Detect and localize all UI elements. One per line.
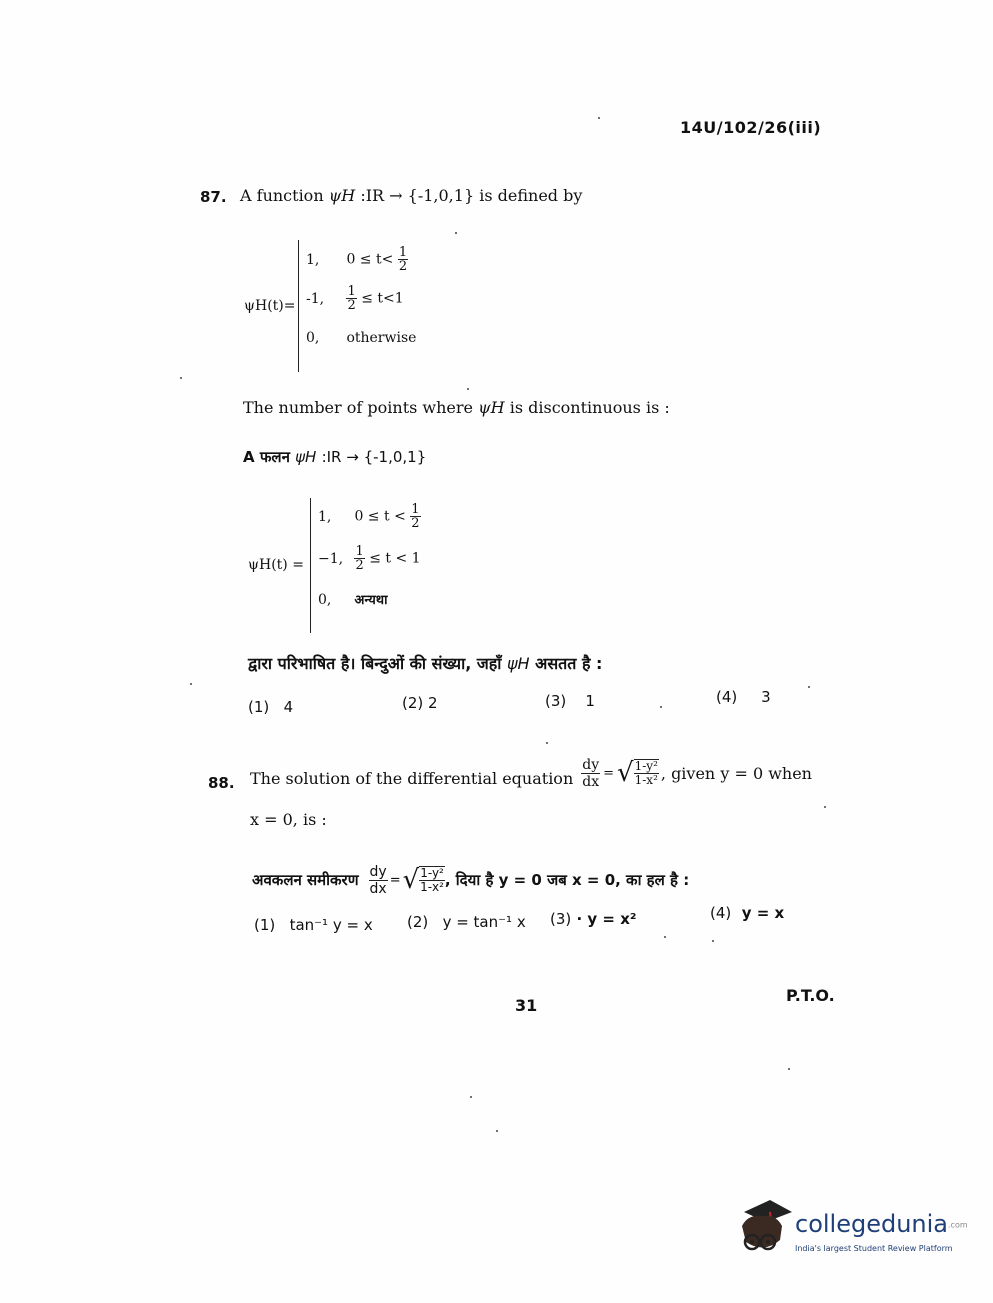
frac-num: 1-y²	[420, 866, 444, 880]
q87-hindi-question-symbol: ψH	[506, 654, 530, 673]
frac-den: 1-x²	[634, 773, 658, 787]
q87-hindi-case-1	[318, 503, 421, 530]
q87-question	[243, 398, 670, 417]
q88-hindi-question	[252, 855, 689, 905]
frac-den: 1-x²	[420, 880, 444, 894]
option-value: 3	[761, 688, 771, 706]
equals-sign: =	[603, 765, 615, 781]
q87-hindi-case-2	[318, 545, 421, 572]
q87-hindi-def-lhs: ψH(t) =	[248, 557, 304, 573]
q88-question-suffix: , given y = 0 when	[660, 763, 812, 783]
q88-question-prefix: The solution of the differential equation	[250, 768, 574, 788]
case-cond: 0 ≤ t <	[354, 508, 406, 525]
case-value: -1,	[306, 290, 325, 307]
option-number: (3)	[545, 692, 567, 710]
option-value: 2	[428, 694, 438, 712]
q87-hindi-question-suffix: असतत है :	[535, 654, 603, 673]
case-value: 0,	[318, 592, 332, 608]
q88-question	[250, 748, 812, 798]
fraction	[354, 545, 364, 572]
case-cond: ≤ t < 1	[369, 550, 421, 567]
frac-den: dx	[582, 773, 600, 790]
derivative-fraction	[581, 757, 600, 790]
case-value: 1,	[318, 508, 332, 525]
q88-hindi-suffix: , दिया है y = 0 जब x = 0, का हल है :	[444, 871, 690, 889]
q87-intro-symbol: ψH	[328, 186, 356, 205]
q87-option-1[interactable]	[248, 698, 293, 716]
fraction	[410, 503, 420, 530]
q88-option-4[interactable]	[710, 904, 784, 922]
option-number: (2)	[402, 694, 424, 712]
q87-hindi-question-prefix: द्वारा परिभाषित है। बिन्दुओं की संख्या, जहाँ	[248, 654, 502, 673]
q87-case-3	[306, 330, 416, 346]
q88-option-1[interactable]	[254, 916, 373, 934]
option-value: 4	[283, 698, 294, 716]
q87-intro-suffix: is defined by	[479, 186, 583, 205]
option-number: (1)	[248, 698, 270, 716]
q87-option-4[interactable]	[716, 688, 771, 706]
q87-def-lhs: ψH(t)=	[244, 298, 296, 314]
option-number: (4)	[716, 688, 738, 706]
q88-hindi-prefix: अवकलन समीकरण	[252, 871, 359, 889]
frac-num: 1	[411, 502, 420, 517]
q87-hindi-intro-symbol: ψH	[295, 448, 317, 466]
pto-label: P.T.O.	[786, 986, 835, 1005]
q87-hindi-question	[248, 652, 602, 674]
paper-code: 14U/102/26(iii)	[680, 118, 822, 137]
logo-suffix: .com	[948, 1220, 968, 1230]
q87-question-prefix: The number of points where	[243, 398, 474, 417]
option-number: (2)	[407, 913, 429, 931]
frac-num: 1	[347, 284, 356, 299]
fraction	[398, 246, 408, 273]
page-number: 31	[515, 996, 538, 1015]
equals-sign: =	[389, 872, 401, 888]
q88-option-3[interactable]: (3) · y = x²	[550, 910, 637, 928]
logo-name: collegedunia	[795, 1210, 949, 1238]
option-number: (1)	[254, 916, 276, 934]
q88-option-2[interactable]	[407, 913, 526, 931]
frac-den: 2	[355, 558, 364, 573]
option-value: 1	[585, 692, 595, 710]
case-value: 0,	[306, 330, 320, 346]
radical-sign-icon: √	[402, 865, 420, 895]
q87-brace	[298, 240, 299, 372]
question-number-87: 87.	[200, 188, 227, 206]
q88-question-line2: x = 0, is :	[250, 810, 327, 829]
q87-case-2	[306, 285, 404, 312]
q87-question-suffix: is discontinuous is :	[509, 398, 670, 417]
q87-hindi-brace	[310, 498, 311, 633]
q87-intro-prefix: A function	[240, 186, 324, 205]
option-value: tan⁻¹ y = x	[289, 916, 373, 934]
frac-num: dy	[369, 863, 387, 880]
q87-hindi-case-3	[318, 590, 387, 608]
case-value: 1,	[306, 251, 320, 268]
q87-hindi-intro-domain: :IR → {-1,0,1}	[321, 448, 427, 466]
option-value: y = x²	[587, 910, 637, 928]
case-value: −1,	[318, 550, 344, 567]
frac-num: 1	[398, 245, 408, 260]
sqrt-expression	[403, 865, 445, 895]
sqrt-fraction	[634, 760, 659, 787]
case-cond: 0 ≤ t<	[346, 251, 394, 268]
q87-option-2[interactable]	[402, 694, 438, 712]
q87-hindi-intro	[243, 447, 426, 467]
frac-num: 1	[355, 544, 364, 559]
option-value: y = tan⁻¹ x	[442, 913, 526, 931]
frac-den: 2	[347, 298, 356, 313]
option-value: y = x	[741, 904, 785, 922]
fraction	[346, 285, 356, 312]
q87-option-3[interactable]	[545, 692, 595, 710]
option-number: (3)	[550, 910, 572, 928]
case-cond: ≤ t<1	[361, 290, 404, 307]
logo-wordmark	[795, 1210, 968, 1238]
sqrt-expression	[617, 758, 659, 788]
case-cond: otherwise	[346, 330, 417, 346]
q87-intro	[240, 186, 582, 205]
sqrt-fraction	[419, 867, 445, 894]
option-number: (4)	[710, 904, 732, 922]
q87-case-1	[306, 246, 408, 273]
q87-hindi-intro-prefix: A फलन	[243, 448, 290, 466]
frac-den: 2	[411, 516, 420, 531]
frac-den: dx	[369, 880, 387, 897]
logo-tagline: India's largest Student Review Platform	[795, 1244, 953, 1253]
q87-intro-domain: :IR → {-1,0,1}	[360, 186, 475, 205]
case-cond: अन्यथा	[354, 593, 388, 608]
frac-num: dy	[582, 756, 600, 773]
radical-sign-icon: √	[617, 758, 634, 788]
frac-num: 1-y²	[634, 759, 658, 773]
derivative-fraction	[369, 864, 388, 897]
frac-den: 2	[398, 259, 408, 274]
collegedunia-mascot-icon	[736, 1196, 794, 1262]
question-number-88: 88.	[208, 774, 235, 792]
q87-question-symbol: ψH	[478, 398, 505, 417]
